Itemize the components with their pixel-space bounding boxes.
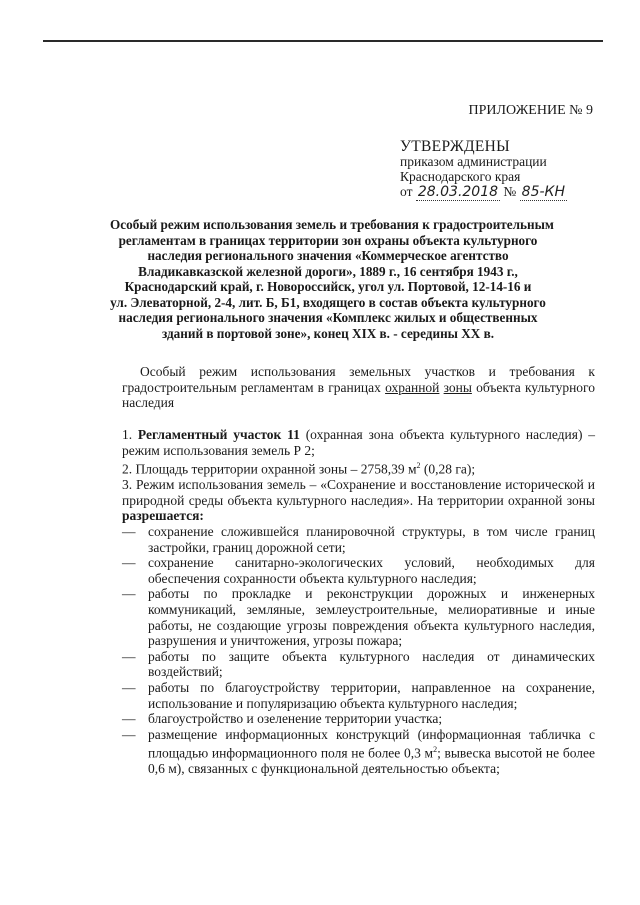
approval-block bbox=[400, 139, 567, 201]
appendix-label: ПРИЛОЖЕНИЕ № 9 bbox=[468, 103, 593, 118]
order-line-1: приказом администрации bbox=[400, 154, 547, 169]
order-date-line bbox=[400, 184, 567, 201]
dash-marker: — bbox=[122, 524, 136, 540]
title-line-4: Владикавказской железной дороги», 1889 г., 16 сентября 1943 г., bbox=[138, 263, 518, 279]
title-line-7: наследия регионального значения «Комплекс жилых и общественных bbox=[118, 310, 538, 325]
number-prefix: № bbox=[503, 184, 517, 199]
paragraph-2 bbox=[122, 458, 595, 477]
lead-underlined-1: охранной bbox=[385, 379, 440, 395]
dash-marker: — bbox=[122, 555, 136, 571]
title-line-5: Краснодарский край, г. Новороссийск, угол ул. Портовой, 12-14-16 и bbox=[124, 279, 532, 294]
lead-paragraph bbox=[122, 364, 595, 411]
p1-bold: Регламентный участок 11 bbox=[137, 427, 300, 442]
list-item bbox=[122, 727, 595, 777]
list-item-text: благоустройство и озеленение территории участка; bbox=[148, 711, 443, 727]
title-line-2: регламентам в границах территории зон охраны объекта культурного bbox=[118, 232, 538, 248]
top-scan-line bbox=[43, 40, 603, 42]
lead-text-2: объекта культурного наследия bbox=[122, 379, 595, 410]
p1-number: 1. bbox=[122, 427, 138, 442]
list-item bbox=[122, 680, 595, 711]
list-item-text: сохранение сложившейся планировочной структуры, в том числе границ застройки, границ дорожной сети; bbox=[148, 524, 595, 555]
list-item bbox=[122, 649, 595, 680]
list-item bbox=[122, 586, 595, 648]
list-item-text: сохранение санитарно-экологических условий, необходимых для обеспечения сохранности объекта культурного наследия; bbox=[148, 555, 595, 586]
last-item-text-b: ; вывеска высотой не более 0,6 м), связанных с функциональной деятельностью объекта; bbox=[148, 745, 595, 777]
order-line-2: Краснодарского края bbox=[400, 169, 521, 184]
p2-text: 2. Площадь территории охранной зоны – 2758,39 м bbox=[122, 461, 417, 477]
date-prefix: от bbox=[400, 184, 413, 199]
list-item bbox=[122, 711, 595, 727]
dash-marker: — bbox=[122, 648, 136, 664]
list-item-text bbox=[148, 727, 595, 777]
title-line-1: Особый режим использования земель и требования к градостроительным bbox=[110, 217, 554, 232]
title-line-8: зданий в портовой зоне», конец XIX в. - середины XX в. bbox=[161, 325, 495, 341]
p2-sup: 2 bbox=[416, 461, 421, 471]
handwritten-number: 85-КН bbox=[521, 184, 566, 200]
document-title bbox=[110, 217, 554, 341]
p3-text: 3. Режим использования земель – «Сохранение и восстановление исторической и природной среды объекта культурного наследия». На территории охранной зоны bbox=[122, 477, 595, 508]
regulation-body bbox=[122, 427, 595, 777]
lead-text-1: Особый режим использования земельных участков и требования к градостроительным регламентам в границах bbox=[122, 364, 595, 395]
list-item-text: работы по прокладке и реконструкции дорожных и инженерных коммуникаций, земляные, землеустроительные, мелиоративные и иные работы, не создающие угрозы повреждения объекта культурного наследия, разрушения и уничтожения, угрозы пожара; bbox=[148, 586, 595, 649]
approved-heading: УТВЕРЖДЕНЫ bbox=[400, 138, 510, 155]
p1-text: (охранная зона объекта культурного наследия) – режим использования земель Р 2; bbox=[122, 427, 595, 458]
title-line-3: наследия регионального значения «Коммерческое агентство bbox=[147, 248, 509, 263]
last-item-text-a: размещение информационных конструкций (информационная табличка с площадью информационного поля не более 0,3 м bbox=[148, 726, 595, 761]
dash-marker: — bbox=[122, 586, 136, 602]
paragraph-3 bbox=[122, 477, 595, 524]
list-item-text: работы по защите объекта культурного наследия от динамических воздействий; bbox=[148, 648, 595, 680]
dash-marker: — bbox=[122, 711, 136, 727]
p3-bold: разрешается: bbox=[122, 508, 204, 524]
lead-underlined-2: зоны bbox=[443, 379, 472, 395]
title-line-6: ул. Элеваторной, 2-4, лит. Б, Б1, входящего в состав объекта культурного bbox=[110, 294, 546, 310]
paragraph-1 bbox=[122, 427, 595, 458]
last-item-sup: 2 bbox=[433, 745, 438, 755]
handwritten-date: 28.03.2018 bbox=[417, 184, 499, 200]
dash-marker: — bbox=[122, 680, 136, 695]
list-item bbox=[122, 555, 595, 586]
list-item bbox=[122, 524, 595, 555]
dash-marker: — bbox=[122, 726, 136, 742]
list-item-text: работы по благоустройству территории, направленное на сохранение, использование и популяризацию объекта культурного наследия; bbox=[148, 680, 595, 711]
p2-rest: (0,28 га); bbox=[420, 461, 476, 477]
